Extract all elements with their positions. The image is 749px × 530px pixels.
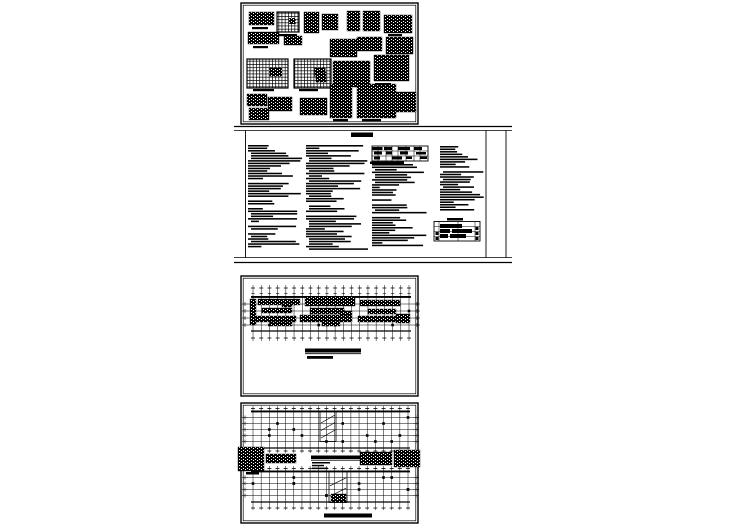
general-notes-sheet xyxy=(234,127,512,263)
framing-plan-sheet-1 xyxy=(241,276,420,396)
framing-plan-sheet-2 xyxy=(238,403,420,523)
details-sheet xyxy=(241,3,418,124)
